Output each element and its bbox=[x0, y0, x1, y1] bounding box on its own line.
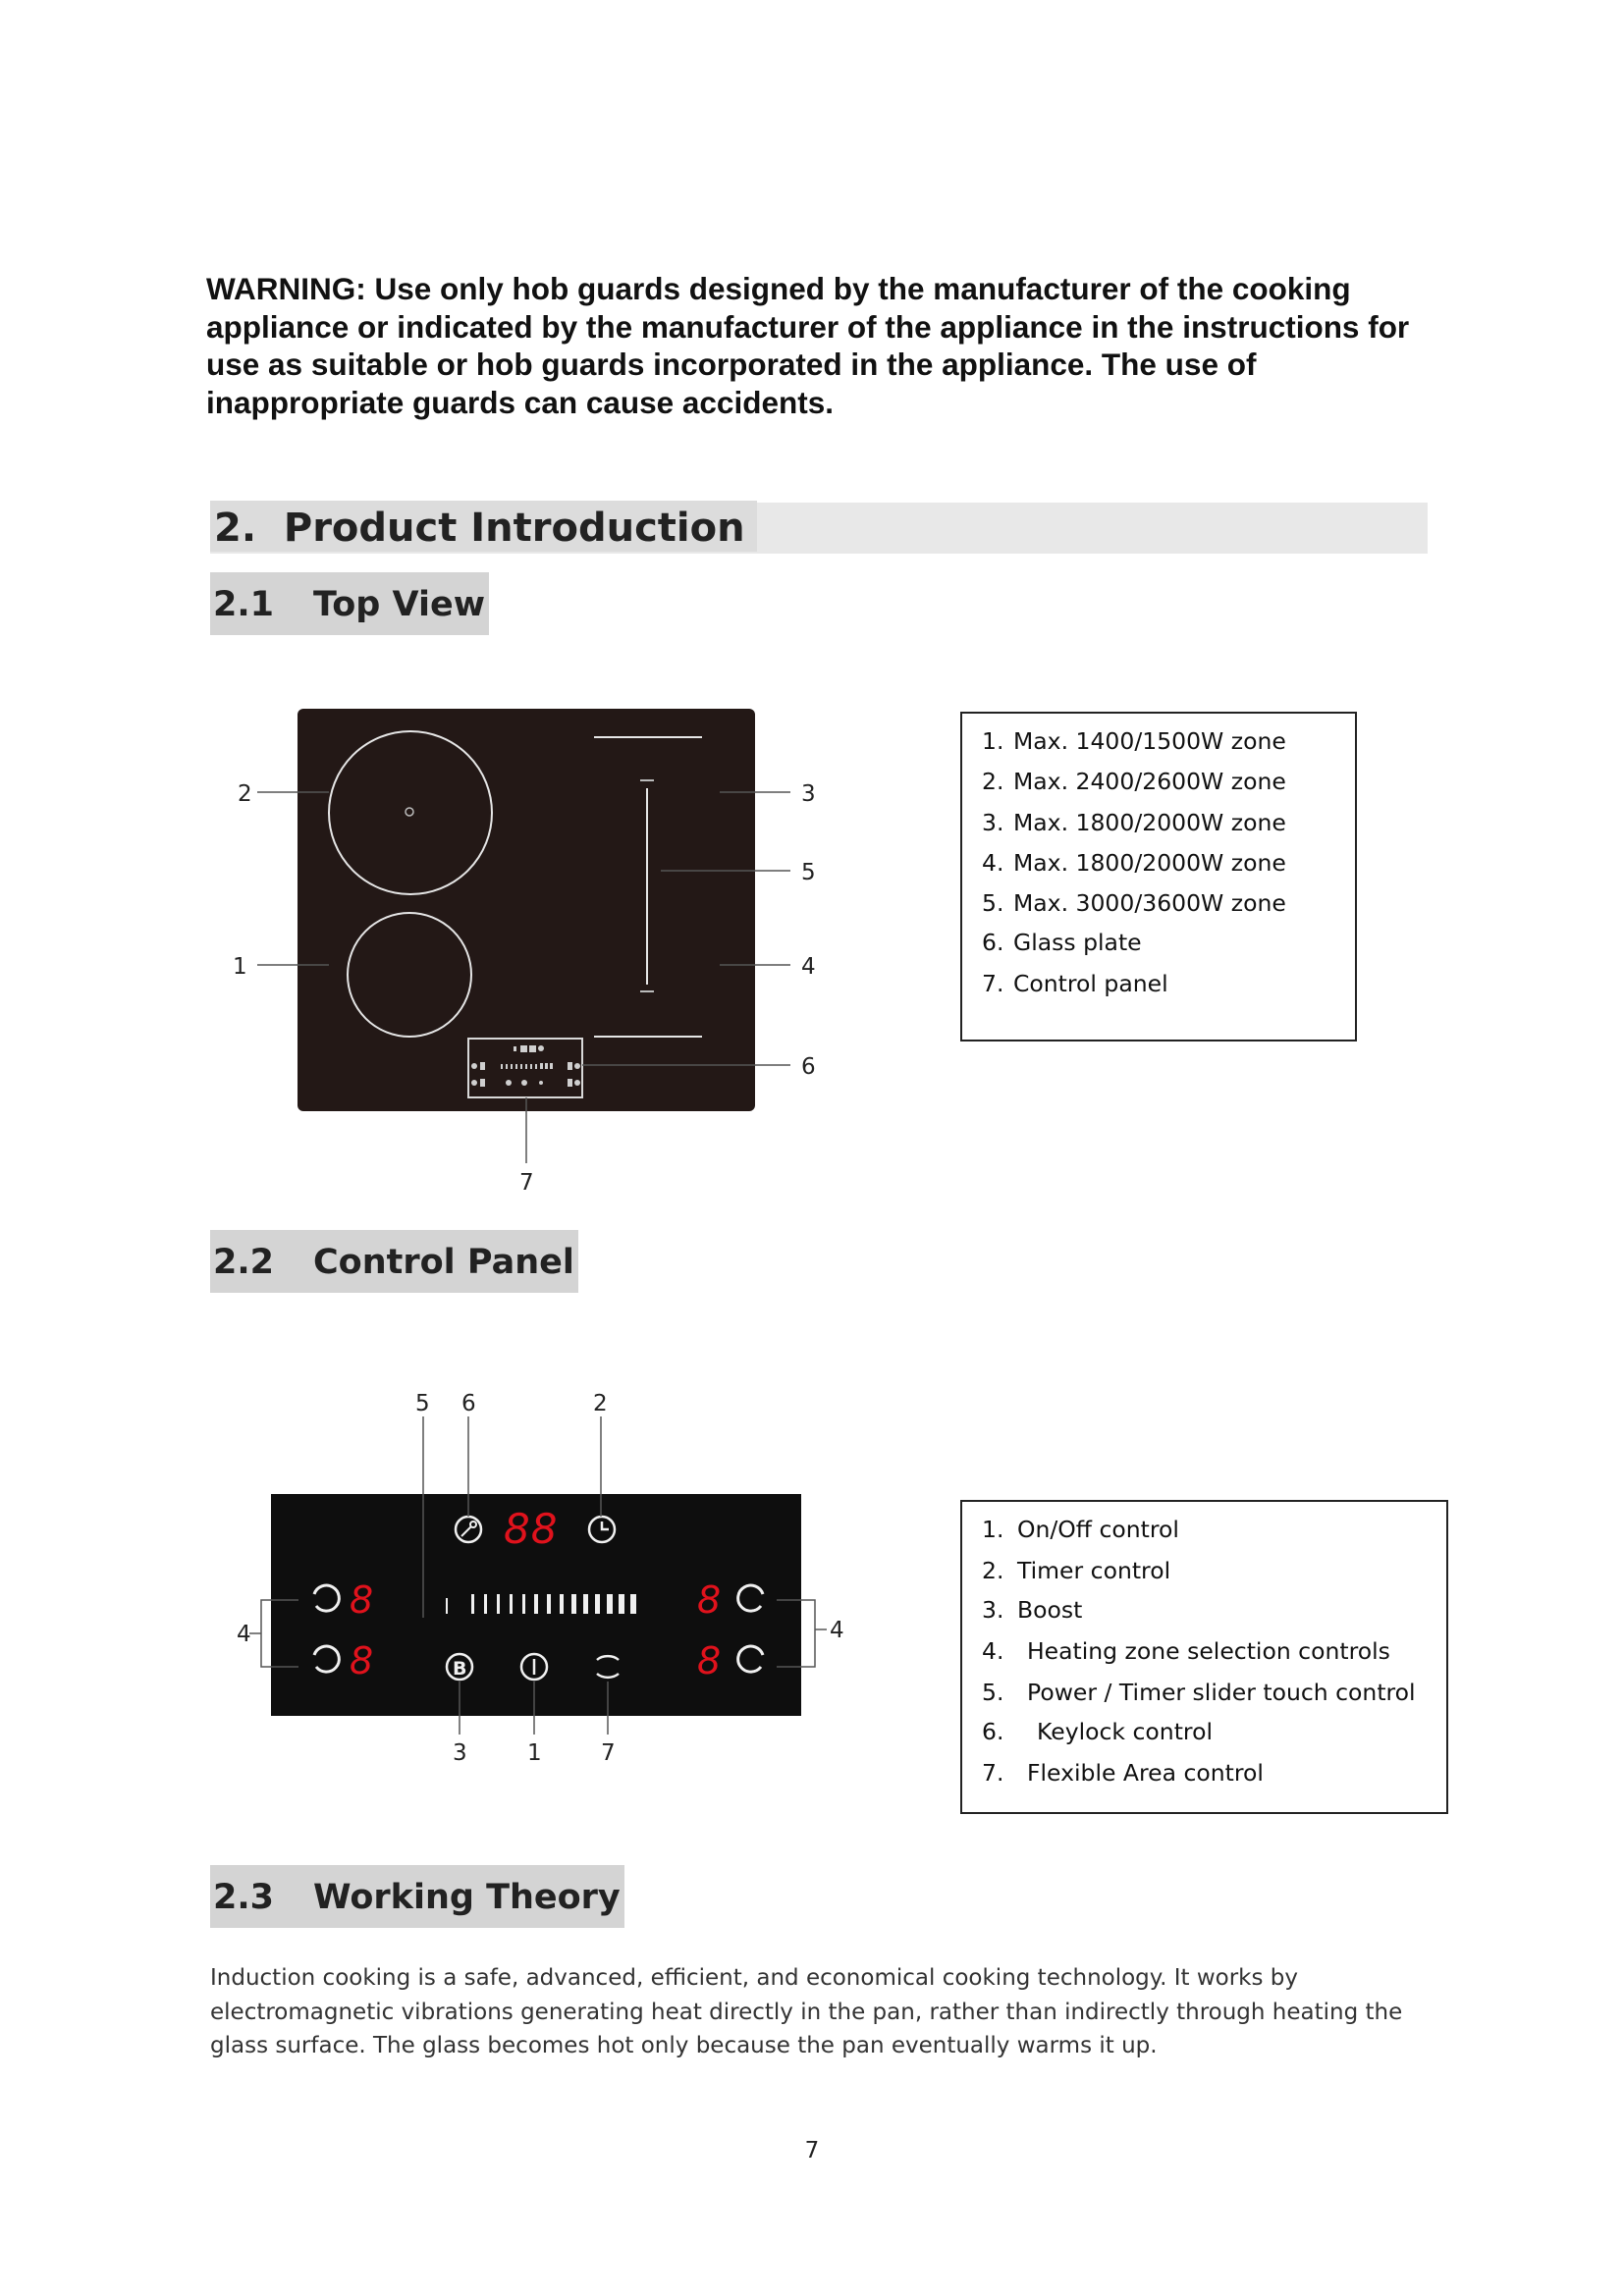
legend-text: Max. 2400/2600W zone bbox=[1013, 768, 1286, 795]
legend-item bbox=[982, 1596, 1082, 1624]
zone-display-bottom-right: 8 bbox=[697, 1639, 722, 1682]
legend-text: Control panel bbox=[1013, 970, 1168, 997]
callout-4: 4 bbox=[801, 954, 816, 980]
top-view-number: 2.1 bbox=[213, 585, 275, 624]
cp-callout-7: 7 bbox=[601, 1740, 616, 1766]
legend-number: 2. bbox=[982, 768, 1004, 795]
legend-text: Timer control bbox=[1017, 1557, 1171, 1584]
legend-text: Max. 1800/2000W zone bbox=[1013, 809, 1286, 836]
section-heading bbox=[210, 501, 757, 552]
control-panel-heading bbox=[210, 1230, 578, 1293]
legend-text: Keylock control bbox=[1037, 1718, 1213, 1745]
legend-item bbox=[982, 1557, 1170, 1584]
legend-item bbox=[982, 727, 1286, 755]
callout-2: 2 bbox=[238, 781, 252, 807]
legend-text: Power / Timer slider touch control bbox=[1027, 1679, 1416, 1706]
top-view-diagram bbox=[216, 697, 844, 1207]
control-panel-diagram bbox=[226, 1384, 874, 1816]
callout-5: 5 bbox=[801, 860, 816, 885]
legend-text: Boost bbox=[1017, 1596, 1083, 1624]
legend-text: Max. 1800/2000W zone bbox=[1013, 849, 1286, 877]
legend-text: Max. 1400/1500W zone bbox=[1013, 727, 1286, 755]
legend-number: 5. bbox=[982, 1679, 1004, 1706]
legend-item bbox=[982, 889, 1286, 917]
control-panel-legend bbox=[960, 1500, 1448, 1814]
top-view-title: Top View bbox=[313, 585, 486, 624]
legend-item bbox=[982, 1679, 1416, 1706]
callout-6: 6 bbox=[801, 1054, 816, 1080]
legend-item bbox=[982, 929, 1142, 956]
working-theory-number: 2.3 bbox=[213, 1878, 275, 1917]
zone-display-top-right: 8 bbox=[697, 1578, 722, 1622]
legend-item bbox=[982, 768, 1286, 795]
callout-7: 7 bbox=[519, 1170, 534, 1196]
timer-display: 88 bbox=[504, 1505, 559, 1553]
legend-number: 1. bbox=[982, 727, 1004, 755]
cp-callout-5: 5 bbox=[415, 1391, 430, 1416]
legend-item bbox=[982, 1718, 1213, 1745]
section-title: Product Introduction bbox=[283, 506, 745, 551]
legend-text: Max. 3000/3600W zone bbox=[1013, 889, 1286, 917]
legend-number: 2. bbox=[982, 1557, 1004, 1584]
legend-number: 6. bbox=[982, 1718, 1004, 1745]
legend-number: 6. bbox=[982, 929, 1004, 956]
section-number: 2. bbox=[214, 506, 257, 551]
cp-callout-4-right: 4 bbox=[830, 1618, 844, 1643]
top-view-heading bbox=[210, 572, 489, 635]
cp-callout-2: 2 bbox=[593, 1391, 608, 1416]
cp-callout-1: 1 bbox=[527, 1740, 542, 1766]
callout-1: 1 bbox=[233, 954, 247, 980]
zone-display-bottom-left: 8 bbox=[350, 1639, 374, 1682]
control-panel-number: 2.2 bbox=[213, 1243, 275, 1282]
top-view-legend bbox=[960, 712, 1357, 1041]
control-panel-title: Control Panel bbox=[313, 1243, 574, 1282]
legend-number: 1. bbox=[982, 1516, 1004, 1543]
working-theory-heading bbox=[210, 1865, 624, 1928]
legend-number: 7. bbox=[982, 1759, 1004, 1787]
legend-item bbox=[982, 1759, 1264, 1787]
cp-callout-4-left: 4 bbox=[237, 1622, 251, 1647]
legend-number: 4. bbox=[982, 1637, 1004, 1665]
cp-callout-6: 6 bbox=[461, 1391, 476, 1416]
page-number: 7 bbox=[804, 2138, 820, 2163]
legend-number: 3. bbox=[982, 809, 1004, 836]
legend-text: Flexible Area control bbox=[1027, 1759, 1264, 1787]
callout-3: 3 bbox=[801, 781, 816, 807]
zone-display-top-left: 8 bbox=[350, 1578, 374, 1622]
legend-number: 3. bbox=[982, 1596, 1004, 1624]
legend-text: Glass plate bbox=[1013, 929, 1142, 956]
working-theory-title: Working Theory bbox=[313, 1878, 621, 1917]
legend-item bbox=[982, 809, 1286, 836]
legend-item bbox=[982, 1516, 1179, 1543]
working-theory-paragraph: Induction cooking is a safe, advanced, efficient, and economical cooking technology. It works by electromagnetic vibrations generating heat directly in the pan, rather than indirectly through heating the glass surface. The glass becomes hot only because the pan eventually warms it up. bbox=[210, 1965, 1403, 2058]
legend-number: 4. bbox=[982, 849, 1004, 877]
legend-number: 7. bbox=[982, 970, 1004, 997]
legend-item bbox=[982, 970, 1168, 997]
legend-item bbox=[982, 849, 1286, 877]
legend-item bbox=[982, 1637, 1390, 1665]
svg-text:B: B bbox=[453, 1658, 467, 1680]
legend-number: 5. bbox=[982, 889, 1004, 917]
legend-text: Heating zone selection controls bbox=[1027, 1637, 1390, 1665]
cp-callout-3: 3 bbox=[453, 1740, 467, 1766]
legend-text: On/Off control bbox=[1017, 1516, 1179, 1543]
warning-text: WARNING: Use only hob guards designed by the manufacturer of the cooking appliance or indicated by the manufacturer of the appliance in the instructions for use as suitable or hob guards incorporated in the appliance. The use of inappropriate guards can cause accidents. bbox=[206, 271, 1410, 420]
